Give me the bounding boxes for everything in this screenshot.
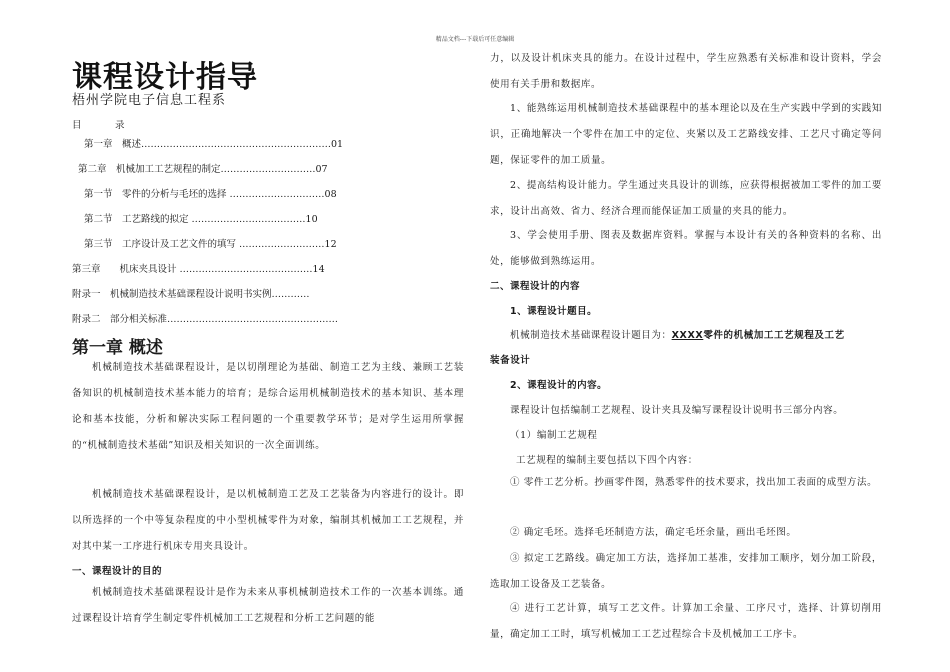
toc-item bbox=[84, 188, 337, 202]
section-heading: 一、课程设计的目的 bbox=[72, 566, 163, 577]
paragraph: 1、能熟练运用机械制造技术基础课程中的基本理论以及在生产实践中学到的实践知识，正确地解决一个零件在加工中的定位、夹紧以及工艺路线安排、工艺尺寸确定等问题，保证零件的加工质量。 bbox=[490, 103, 882, 166]
toc-item-leader: ……………………………………………… bbox=[167, 314, 339, 325]
toc-item bbox=[72, 288, 310, 302]
toc-item-leader: …………………………………… bbox=[176, 264, 313, 275]
paragraph: 机械制造技术基础课程设计，是以切削理论为基础、制造工艺为主线、兼顾工艺装备知识的机械制造技术基本能力的培育；是综合运用机械制造技术的基本知识、基本理论和基本技能，分析和解决实际工程问题的一个重要教学环节；是对学生运用所掌握的“机械制造技术基础”知识及相关知识的一次全面训练。 bbox=[72, 362, 464, 451]
toc-item-leader: ……………………… bbox=[236, 239, 325, 250]
toc-heading: 目 录 bbox=[72, 120, 137, 131]
toc-item bbox=[78, 163, 328, 177]
toc-item-page: 14 bbox=[312, 264, 325, 275]
topic-prefix: 机械制造技术基础课程设计题目为： bbox=[510, 330, 672, 341]
paragraph: 机械制造技术基础课程设计是作为未来从事机械制造技术工作的一次基本训练。通过课程设计培育学生制定零件机械加工工艺规程和分析工艺问题的能 bbox=[72, 587, 464, 624]
topic-code: XXXX bbox=[671, 330, 704, 341]
toc-item-label: 第一节 零件的分析与毛坯的选择 bbox=[84, 189, 227, 200]
toc-item-leader: ………………………… bbox=[226, 189, 325, 200]
paragraph: 机械制造技术基础课程设计，是以机械制造工艺及工艺装备为内容进行的设计。即以所选择的一个中等复杂程度的中小型机械零件为对象，编制其机械加工工艺规程，并对其中某一工序进行机床专用夹具设计。 bbox=[72, 489, 464, 552]
subsection-heading: 2、课程设计的内容。 bbox=[510, 380, 608, 391]
toc-item-page: 07 bbox=[315, 164, 328, 175]
list-item: ② 确定毛坯。选择毛坯制造方法，确定毛坯余量，画出毛坯图。 bbox=[510, 527, 797, 538]
list-item: ① 零件工艺分析。抄画零件图，熟悉零件的技术要求，找出加工表面的成型方法。 bbox=[510, 477, 878, 488]
toc-item-leader: ……………………………… bbox=[188, 214, 306, 225]
subsection-heading: 1、课程设计题目。 bbox=[510, 306, 598, 317]
toc-item-label: 第二节 工艺路线的拟定 bbox=[84, 214, 189, 225]
toc-item-label: 附录一 机械制造技术基础课程设计说明书实例 bbox=[72, 289, 272, 300]
topic-line bbox=[510, 327, 845, 341]
list-item: ③ 拟定工艺路线。确定加工方法，选择加工基准，安排加工顺序，划分加工阶段，选取加工设备及工艺装备。 bbox=[490, 553, 882, 590]
toc-item-label: 第二章 机械加工工艺规程的制定 bbox=[78, 164, 221, 175]
paragraph: 工艺规程的编制主要包括以下四个内容： bbox=[516, 455, 698, 466]
toc-item-leader: …………………………………………………… bbox=[141, 139, 332, 150]
toc-item bbox=[72, 263, 325, 277]
toc-item-page: 08 bbox=[324, 189, 337, 200]
section-heading: 二、课程设计的内容 bbox=[490, 281, 581, 292]
topic-suffix: 零件的机械加工工艺规程及工艺 bbox=[703, 330, 845, 341]
toc-item-page: 10 bbox=[305, 214, 318, 225]
toc-item-label: 附录二 部分相关标准 bbox=[72, 314, 168, 325]
toc-item-label: 第一章 概述 bbox=[84, 139, 142, 150]
toc-item-leader: ………………………… bbox=[220, 164, 316, 175]
document-subtitle: 梧州学院电子信息工程系 bbox=[72, 93, 227, 108]
topic-line-continued: 装备设计 bbox=[490, 355, 531, 366]
paragraph: 课程设计包括编制工艺规程、设计夹具及编写课程设计说明书三部分内容。 bbox=[510, 405, 844, 416]
paragraph: 力，以及设计机床夹具的能力。在设计过程中，学生应熟悉有关标准和设计资料，学会使用有关手册和数据库。 bbox=[490, 53, 882, 90]
toc-item bbox=[72, 313, 338, 327]
paragraph: （1）编制工艺规程 bbox=[510, 430, 598, 441]
toc-item-label: 第三章 机床夹具设计 bbox=[72, 264, 177, 275]
paragraph: 2、提高结构设计能力。学生通过夹具设计的训练，应获得根据被加工零件的加工要求，设计出高效、省力、经济合理而能保证加工质量的夹具的能力。 bbox=[490, 180, 882, 217]
toc-item-leader: ………… bbox=[271, 289, 310, 300]
toc-item bbox=[84, 213, 318, 227]
list-item: ④ 进行工艺计算，填写工艺文件。计算加工余量、工序尺寸，选择、计算切削用量，确定加工工时，填写机械加工工艺过程综合卡及机械加工工序卡。 bbox=[490, 603, 882, 640]
toc-item-label: 第三节 工序设计及工艺文件的填写 bbox=[84, 239, 237, 250]
document-title: 课程设计指导 bbox=[72, 60, 258, 95]
paragraph: 3、学会使用手册、图表及数据库资料。掌握与本设计有关的各种资料的名称、出处，能够做到熟练运用。 bbox=[490, 230, 882, 267]
toc-item bbox=[84, 138, 343, 152]
toc-item bbox=[84, 238, 337, 252]
toc-item-page: 01 bbox=[331, 139, 344, 150]
page-header-note: 精品文档---下载后可任意编辑 bbox=[435, 36, 515, 43]
toc-item-page: 12 bbox=[324, 239, 337, 250]
chapter-heading: 第一章 概述 bbox=[72, 338, 163, 358]
